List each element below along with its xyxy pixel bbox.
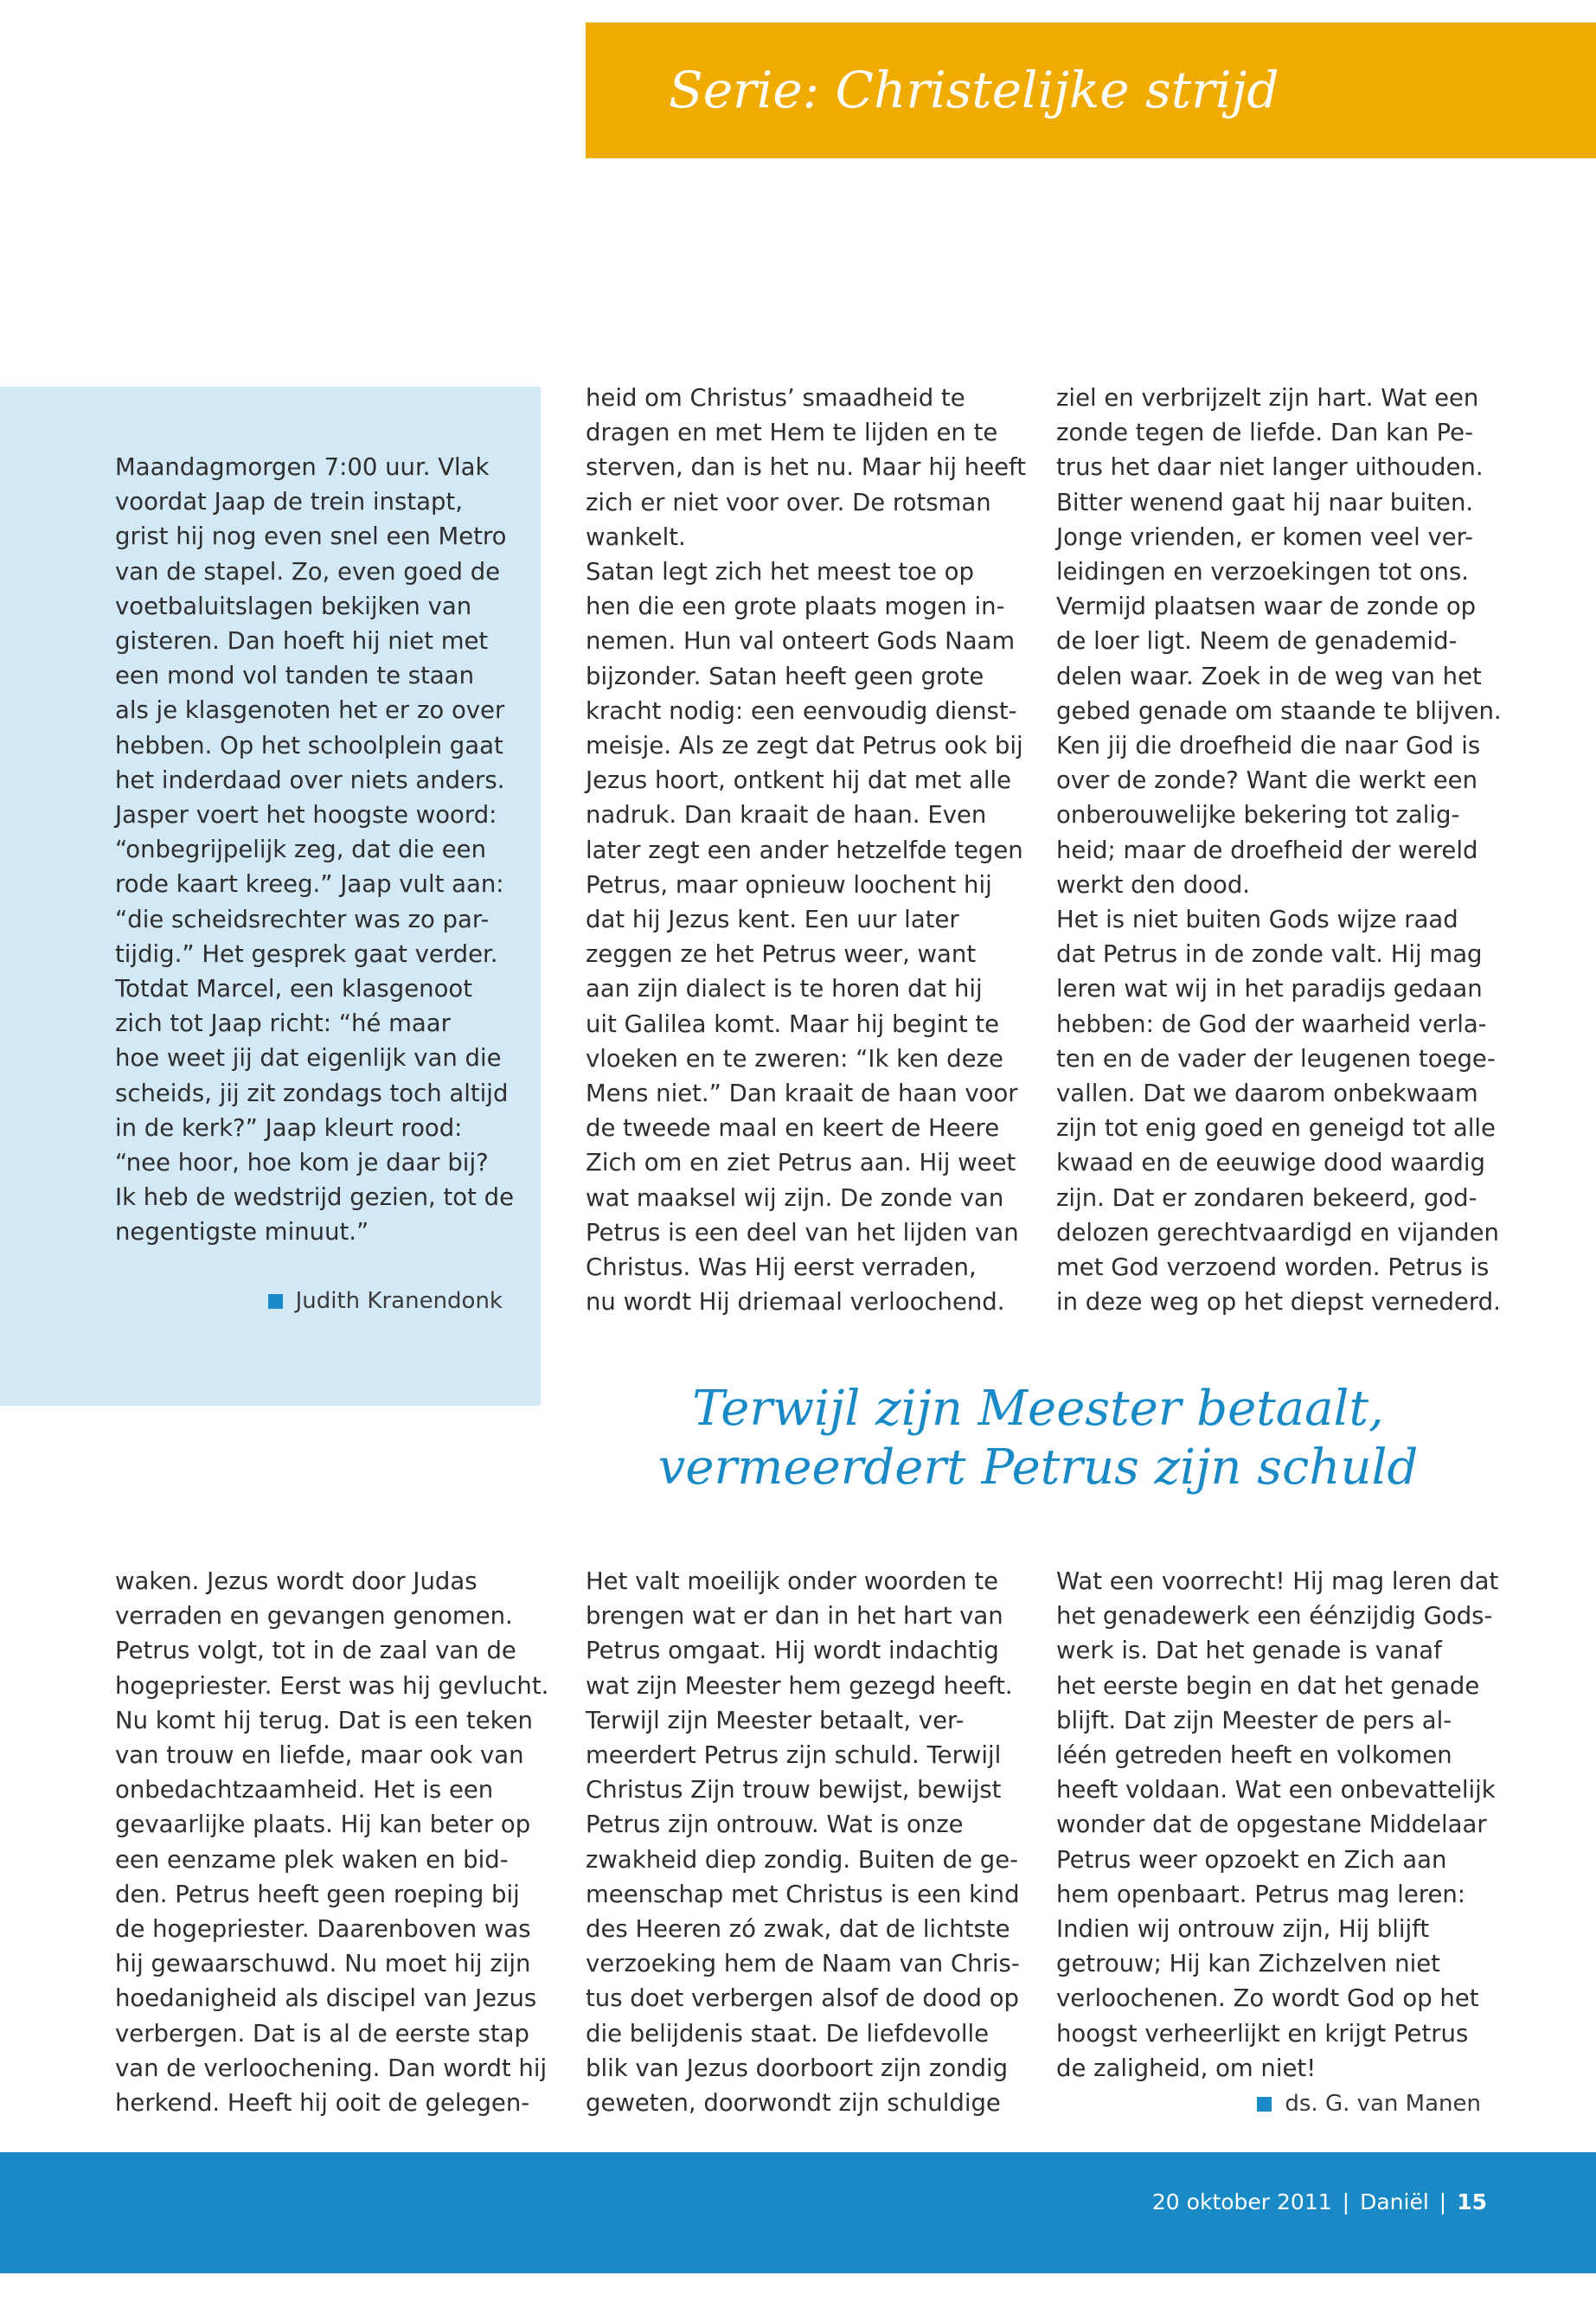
pull-quote-line-2: vermeerdert Petrus zijn schuld: [657, 1439, 1419, 1496]
article-column-2-top: heid om Christus’ smaadheid te dragen en met Hem te lijden en te sterven, dan is het nu. Maar hij heeft zich er niet voor over. De rotsman wankelt. Satan legt zich het meest toe op hen die een grote plaats mogen in- nemen. Hun val onteert Gods Naam bijzonder. Satan heeft geen grote kracht nodig: een eenvoudig dienst- meisje. Als ze zegt dat Petrus ook bij Jezus hoort, ontkent hij dat met alle nadruk. Dan kraait de haan. Even later zegt een ander hetzelfde tegen Petrus, maar opnieuw loochent hij dat hij Jezus kent. Een uur later zeggen ze het Petrus weer, want aan zijn dialect is te horen dat hij uit Galilea komt. Maar hij begint te vloeken en te zweren: “Ik ken deze Mens niet.” Dan kraait de haan voor de tweede maal en keert de Heere Zich om en ziet Petrus aan. Hij weet wat maaksel wij zijn. De zonde van Petrus is een deel van het lijden van Christus. Was Hij eerst verraden, nu wordt Hij driemaal verloochend.: [586, 384, 1027, 1317]
series-title: Serie: Christelijke strijd: [669, 61, 1279, 119]
series-header-bar: [586, 22, 1596, 158]
article-column-3-bottom: Wat een voorrecht! Hij mag leren dat het genadewerk een éénzijdig Gods- werk is. Dat het genade is vanaf het eerste begin en dat het genade blijft. Dat zijn Meester de pers al- léén getreden heeft en volkomen heeft voldaan. Wat een onbevattelijk wonder dat de opgestane Middelaar Petrus weer opzoekt en Zich aan hem openbaart. Petrus mag leren: Indien wij ontrouw zijn, Hij blijft getrouw; Hij kan Zichzelven niet verloochenen. Zo wordt God op het hoogst verheerlijkt en krijgt Petrus de zaligheid, om niet!: [1056, 1567, 1499, 2082]
article-column-2-bottom: Het valt moeilijk onder woorden te brengen wat er dan in het hart van Petrus omgaat. Hij wordt indachtig wat zijn Meester hem gezegd heeft. Terwijl zijn Meester betaalt, ver- meerdert Petrus zijn schuld. Terwijl Christus Zijn trouw bewijst, bewijst Petrus zijn ontrouw. Wat is onze zwakheid diep zondig. Buiten de ge- meenschap met Christus is een kind des Heeren zó zwak, dat de lichtste verzoeking hem de Naam van Chris- tus doet verbergen alsof de dood op die belijdenis staat. De liefdevolle blik van Jezus doorboort zijn zondig geweten, doorwondt zijn schuldige: [586, 1567, 1020, 2118]
sidebar-byline: [268, 1285, 503, 1317]
square-bullet-icon: [268, 1294, 283, 1309]
footer-info: [1152, 2152, 1487, 2252]
pull-quote: [640, 1380, 1436, 1497]
sidebar-author: Judith Kranendonk: [295, 1288, 503, 1314]
article-byline: [1257, 2088, 1481, 2119]
footer-bar: [0, 2152, 1596, 2273]
page-number: 15: [1457, 2189, 1487, 2214]
square-bullet-icon: [1257, 2097, 1272, 2112]
pull-quote-line-1: Terwijl zijn Meester betaalt,: [692, 1381, 1384, 1437]
footer-separator: |: [1342, 2189, 1350, 2214]
sidebar-story: Maandagmorgen 7:00 uur. Vlak voordat Jaap de trein instapt, grist hij nog even snel een Metro van de stapel. Zo, even goed de voetbaluitslagen bekijken van gisteren. Dan hoeft hij niet met een mond vol tanden te staan als je klasgenoten het er zo over hebben. Op het schoolplein gaat het inderdaad over niets anders. Jasper voert het hoogste woord: “onbegrijpelijk zeg, dat die een rode kaart kreeg.” Jaap vult aan: “die scheidsrechter was zo par- tijdig.” Het gesprek gaat verder. Totdat Marcel, een klasgenoot zich tot Jaap richt: “hé maar hoe weet jij dat eigenlijk van die scheids, jij zit zondags toch altijd in de kerk?” Jaap kleurt rood: “nee hoor, hoe kom je daar bij? Ik heb de wedstrijd gezien, tot de negentigste minuut.”: [115, 453, 514, 1247]
article-column-1-bottom: waken. Jezus wordt door Judas verraden en gevangen genomen. Petrus volgt, tot in de zaal van de hogepriester. Eerst was hij gevlucht. Nu komt hij terug. Dat is een teken van trouw en liefde, maar ook van onbedachtzaamheid. Het is een gevaarlijke plaats. Hij kan beter op een eenzame plek waken en bid- den. Petrus heeft geen roeping bij de hogepriester. Daarenboven was hij gewaarschuwd. Nu moet hij zijn hoedanigheid als discipel van Jezus verbergen. Dat is al de eerste stap van de verloochening. Dan wordt hij herkend. Heeft hij ooit de gelegen-: [115, 1567, 549, 2118]
article-author: ds. G. van Manen: [1285, 2091, 1481, 2117]
article-column-3-top: ziel en verbrijzelt zijn hart. Wat een zonde tegen de liefde. Dan kan Pe- trus het daar niet langer uithouden. Bitter wenend gaat hij naar buiten. Jonge vrienden, er komen veel ver- leidingen en verzoekingen tot ons. Vermijd plaatsen waar de zonde op de loer ligt. Neem de genademid- delen waar. Zoek in de weg van het gebed genade om staande te blijven. Ken jij die droefheid die naar God is over de zonde? Want die werkt een onberouwelijke bekering tot zalig- heid; maar de droefheid der wereld werkt den dood. Het is niet buiten Gods wijze raad dat Petrus in de zonde valt. Hij mag leren wat wij in het paradijs gedaan hebben: de God der waarheid verla- ten en de vader der leugenen toege- vallen. Dat we daarom onbekwaam zijn tot enig goed en geneigd tot alle kwaad en de eeuwige dood waardig zijn. Dat er zondaren bekeerd, god- delozen gerechtvaardigd en vijanden met God verzoend worden. Petrus is in deze weg op het diepst vernederd.: [1056, 384, 1502, 1317]
magazine-name: Daniël: [1360, 2189, 1429, 2214]
issue-date: 20 oktober 2011: [1151, 2189, 1332, 2214]
footer-separator: |: [1439, 2189, 1447, 2214]
